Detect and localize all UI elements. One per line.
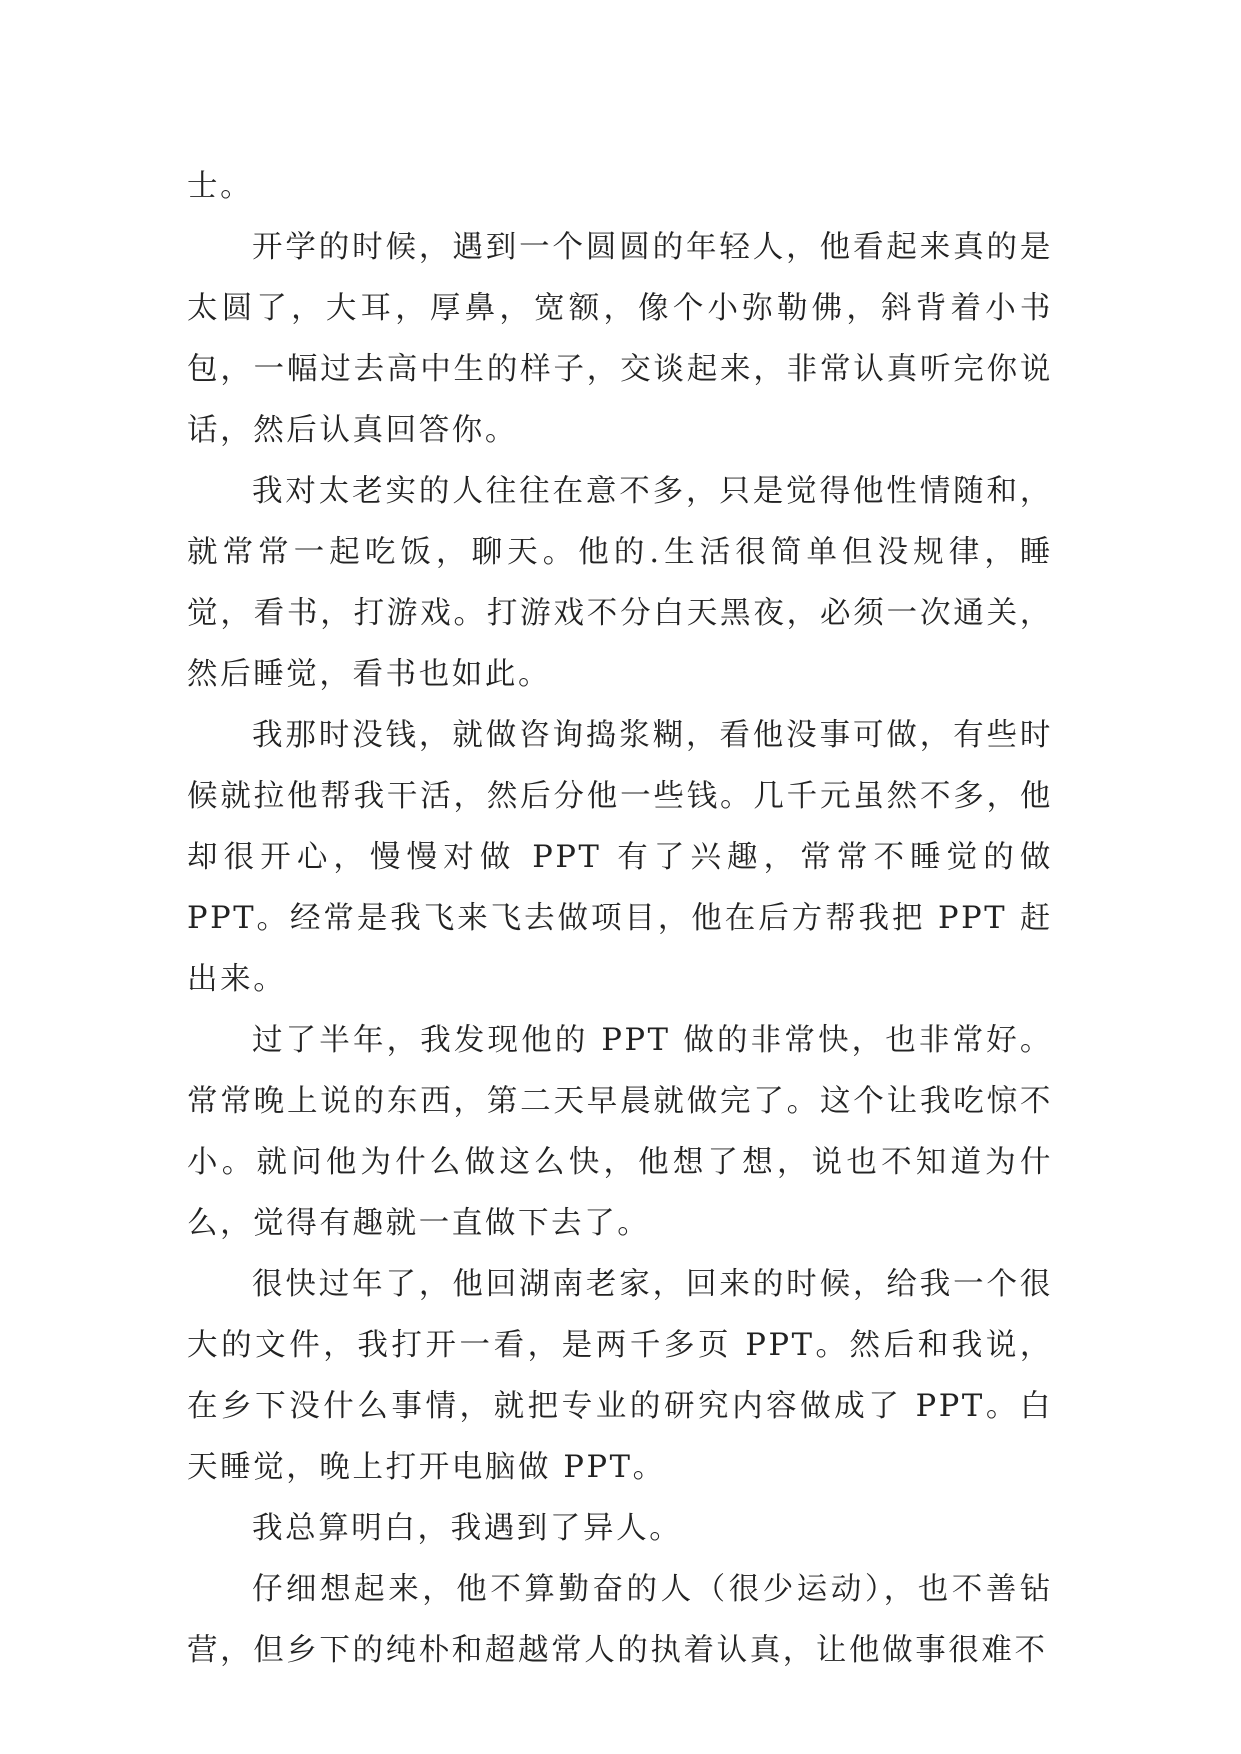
paragraph: 我总算明白，我遇到了异人。 xyxy=(252,1511,683,1546)
paragraph: 很快过年了，他回湖南老家，回来的时候，给我一个很大的文件，我打开一看，是两千多页 PPT。然后和我说，在乡下没什么事情，就把专业的研究内容做成了 PPT。白天睡觉，晚上打开电脑做 PPT。 xyxy=(187,1267,1053,1485)
paragraph: 仔细想起来，他不算勤奋的人（很少运动），也不善钻营，但乡下的纯朴和超越常人的执着认真，让他做事很难不 xyxy=(187,1572,1053,1668)
paragraph: 开学的时候，遇到一个圆圆的年轻人，他看起来真的是太圆了，大耳，厚鼻，宽额，像个小弥勒佛，斜背着小书包，一幅过去高中生的样子，交谈起来，非常认真听完你说话，然后认真回答你。 xyxy=(187,230,1053,448)
paragraph: 士。 xyxy=(187,169,254,204)
paragraph: 我那时没钱，就做咨询捣浆糊，看他没事可做，有些时候就拉他帮我干活，然后分他一些钱。几千元虽然不多，他却很开心，慢慢对做 PPT 有了兴趣，常常不睡觉的做 PPT。经常是我飞来飞去做项目，他在后方帮我把 PPT 赶出来。 xyxy=(187,718,1053,997)
paragraph: 过了半年，我发现他的 PPT 做的非常快，也非常好。常常晚上说的东西，第二天早晨就做完了。这个让我吃惊不小。就问他为什么做这么快，他想了想，说也不知道为什么，觉得有趣就一直做下去了。 xyxy=(187,1023,1053,1241)
paragraph: 我对太老实的人往往在意不多，只是觉得他性情随和，就常常一起吃饭，聊天。他的.生活很简单但没规律，睡觉，看书，打游戏。打游戏不分白天黑夜，必须一次通关，然后睡觉，看书也如此。 xyxy=(187,474,1053,692)
document-body xyxy=(187,156,1053,1681)
